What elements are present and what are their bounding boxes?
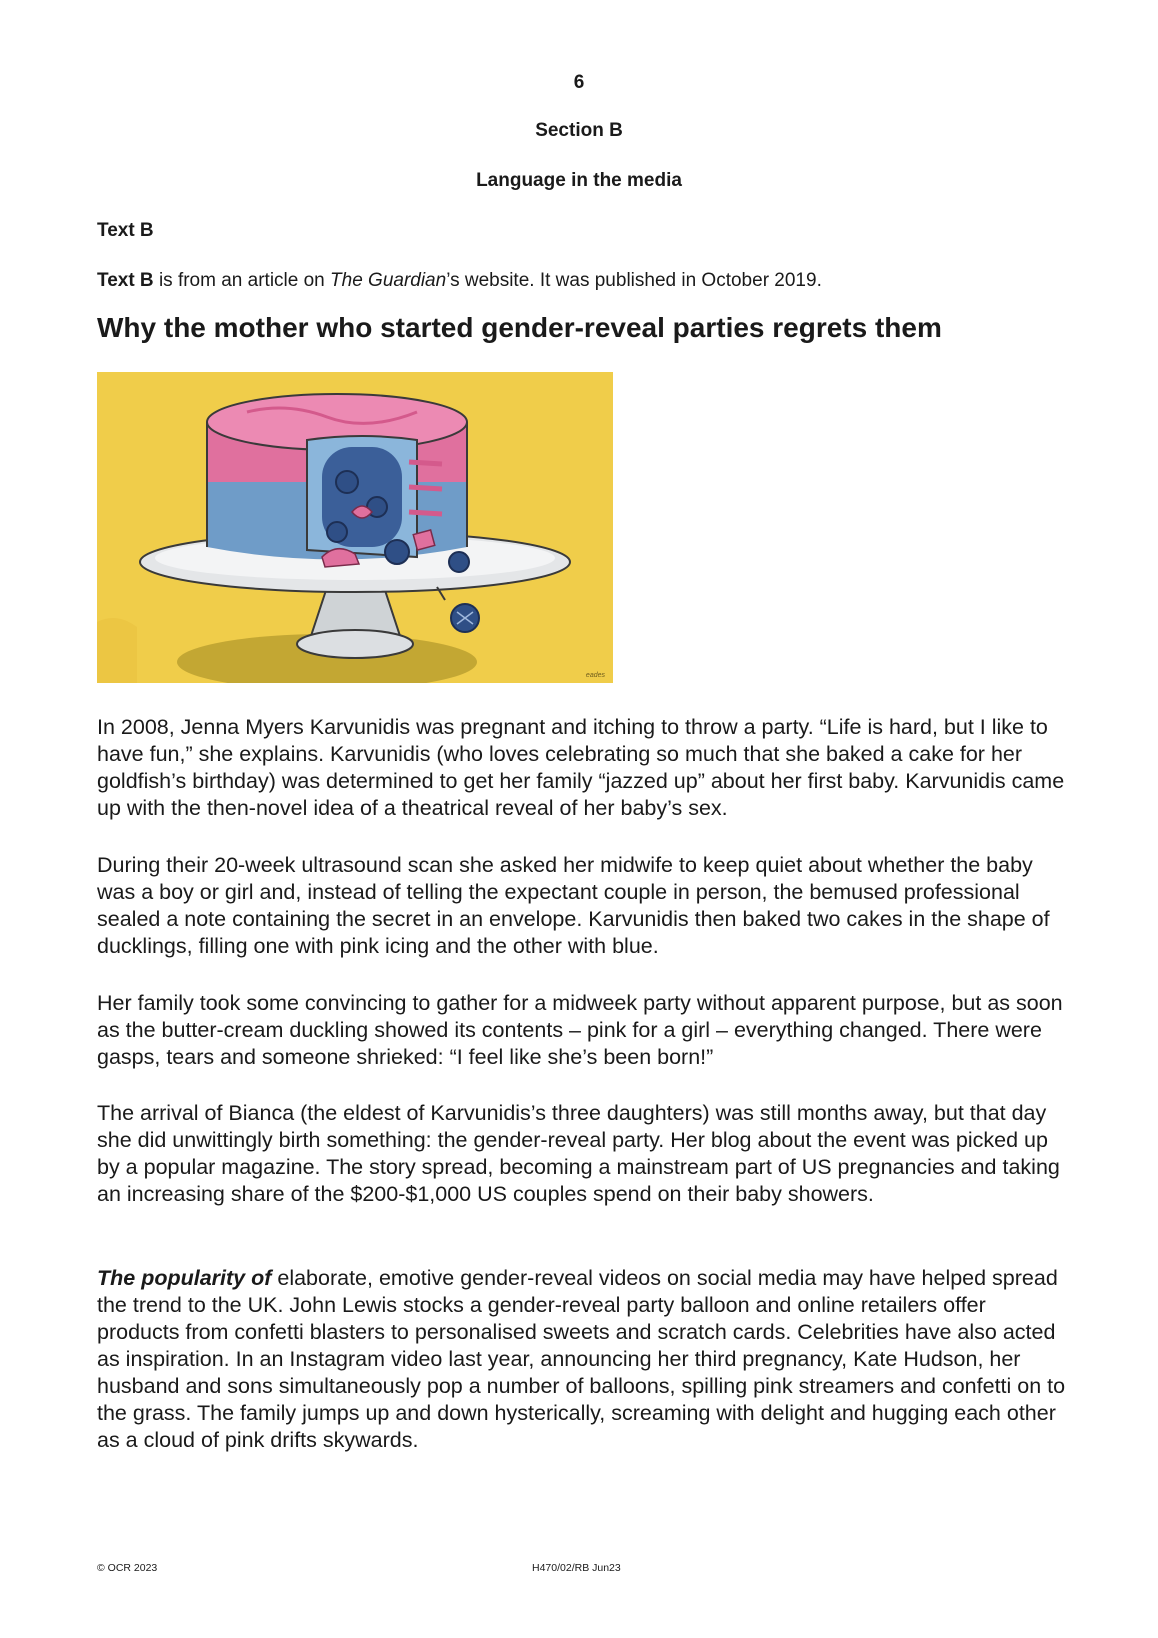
intro-text-b: ’s website. It was published in October 2019. <box>446 270 822 291</box>
article-paragraph-4: The arrival of Bianca (the eldest of Karvunidis’s three daughters) was still months away, but that day she did unwittingly birth something: the gender-reveal party. Her blog about the event was picked up by a popular magazine. The story spread, becoming a mainstream part of US pregnancies and taking an increasing share of the $200-$1,000 US couples spend on their baby showers. <box>97 1101 1060 1206</box>
article-paragraph-5 <box>97 1265 1072 1454</box>
footer-copyright: © OCR 2023 <box>97 1562 158 1574</box>
text-label: Text B <box>97 220 154 241</box>
intro-line <box>97 270 822 292</box>
page-number: 6 <box>573 72 585 93</box>
intro-text-a: is from an article on <box>153 270 331 291</box>
paragraph-5-text: elaborate, emotive gender-reveal videos on social media may have helped spread the trend to the UK. John Lewis stocks a gender-reveal party balloon and online retailers offer products from confetti blasters to personalised sweets and scratch cards. Celebrities have also acted as inspiration. In an Instagram video last year, announcing her third pregnancy, Kate Hudson, her husband and sons simultaneously pop a number of balloons, spilling pink streamers and confetti on to the grass. The family jumps up and down hysterically, screaming with delight and hugging each other as a cloud of pink drifts skywards. <box>97 1266 1066 1452</box>
cake-stand-base <box>297 630 413 658</box>
publication-name: The Guardian <box>330 270 447 291</box>
artist-signature: eades <box>585 672 605 679</box>
article-headline: Why the mother who started gender-reveal parties regrets them <box>97 312 942 343</box>
article-paragraph-2: During their 20-week ultrasound scan she asked her midwife to keep quiet about whether the baby was a boy or girl and, instead of telling the expectant couple in person, the bemused professional sealed a note containing the secret in an envelope. Karvunidis then baked two cakes in the shape of ducklings, filling one with pink icing and the other with blue. <box>97 853 1050 958</box>
footer-paper-code: H470/02/RB Jun23 <box>532 1562 621 1574</box>
ball-toy <box>336 471 358 493</box>
paragraph-5-emphasis: The popularity of <box>97 1266 272 1290</box>
cake-illustration <box>97 372 613 683</box>
article-paragraph-3: Her family took some convincing to gather for a midweek party without apparent purpose, but as soon as the butter-cream duckling showed its contents – pink for a girl – everything changed. There were gasps, tears and someone shrieked: “I feel like she’s been born!” <box>97 991 1063 1069</box>
article-paragraph-1: In 2008, Jenna Myers Karvunidis was pregnant and itching to throw a party. “Life is hard, but I like to have fun,” she explains. Karvunidis (who loves celebrating so much that she baked a cake for her goldfish’s birthday) was determined to get her family “jazzed up” about her first baby. Karvunidis came up with the then-novel idea of a theatrical reveal of her baby’s sex. <box>97 715 1065 820</box>
intro-bold-lead: Text B <box>97 270 154 291</box>
section-title: Section B <box>535 120 623 141</box>
section-subtitle: Language in the media <box>476 170 682 191</box>
